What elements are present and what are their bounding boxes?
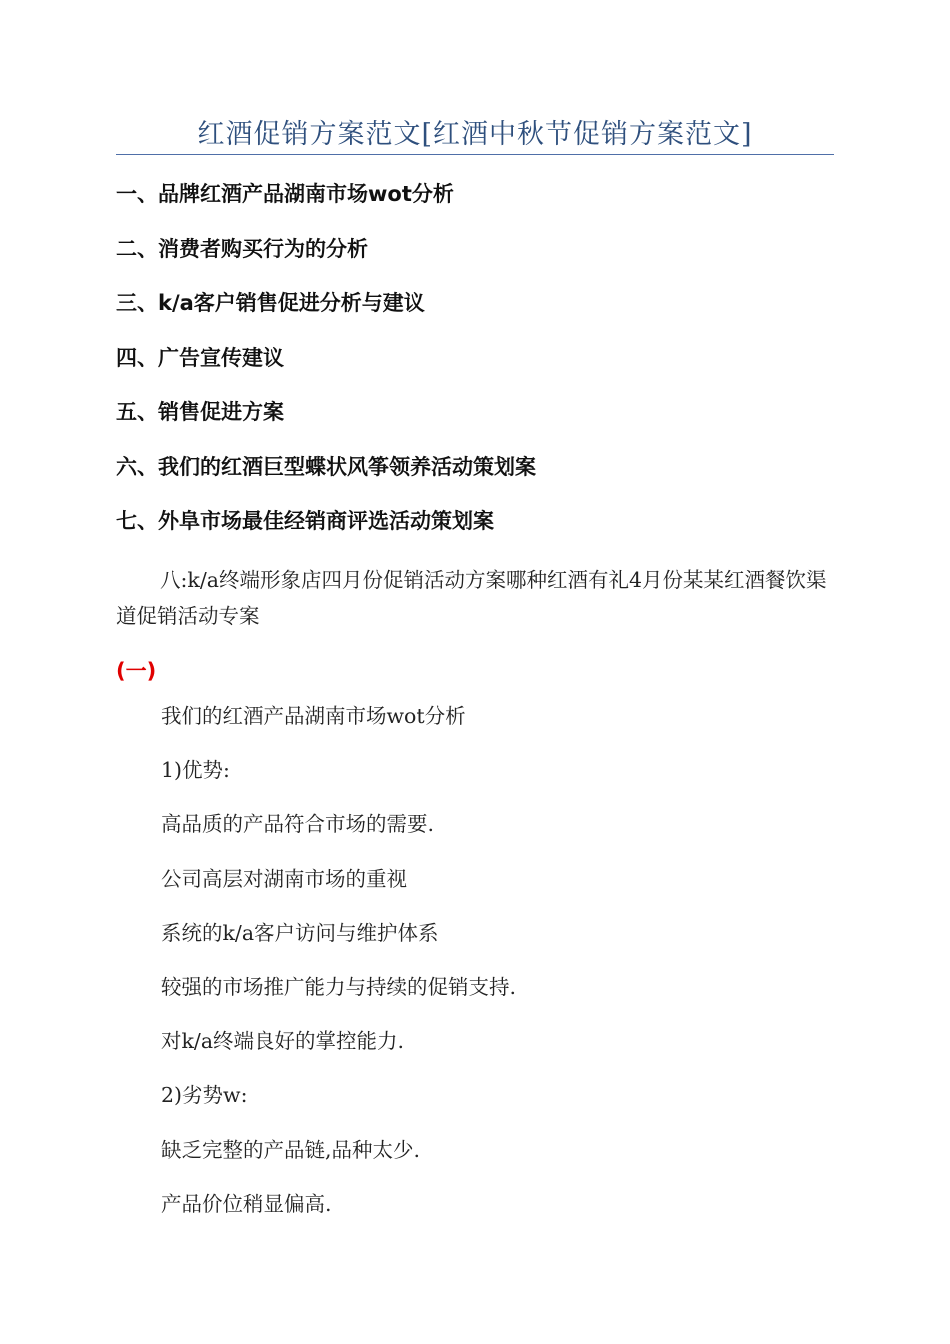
body-line: 1)优势: (161, 758, 230, 783)
body-line: 缺乏完整的产品链,品种太少. (161, 1137, 421, 1162)
body-line: 我们的红酒产品湖南市场wot分析 (161, 704, 466, 728)
heading-7: 七、外阜市场最佳经销商评选活动策划案 (116, 509, 494, 533)
section-marker: (一) (116, 659, 157, 683)
outline-headings (116, 178, 836, 560)
body-line: 产品价位稍显偏高. (161, 1191, 332, 1216)
heading-4: 四、广告宣传建议 (116, 345, 284, 370)
document-title: 红酒促销方案范文[红酒中秋节促销方案范文] (197, 119, 753, 150)
body-line: 对k/a终端良好的掌控能力. (161, 1029, 405, 1054)
heading-5: 五、销售促进方案 (116, 400, 284, 424)
heading-6: 六、我们的红酒巨型蝶状风筝领养活动策划案 (116, 454, 536, 479)
body-lines (161, 700, 841, 1242)
heading-2: 二、消费者购买行为的分析 (116, 236, 368, 261)
title-underline (116, 154, 834, 155)
heading-3: 三、k/a客户销售促进分析与建议 (116, 291, 425, 315)
body-line: 系统的k/a客户访问与维护体系 (161, 920, 439, 945)
intro-paragraph: 八:k/a终端形象店四月份促销活动方案哪种红酒有礼4月份某某红酒餐饮渠道促销活动专案 (116, 568, 827, 628)
body-line: 公司高层对湖南市场的重视 (161, 866, 407, 891)
body-line: 高品质的产品符合市场的需要. (161, 812, 435, 837)
body-line: 较强的市场推广能力与持续的促销支持. (161, 974, 517, 999)
body-line: 2)劣势w: (161, 1083, 248, 1108)
heading-1: 一、品牌红酒产品湖南市场wot分析 (116, 182, 454, 206)
